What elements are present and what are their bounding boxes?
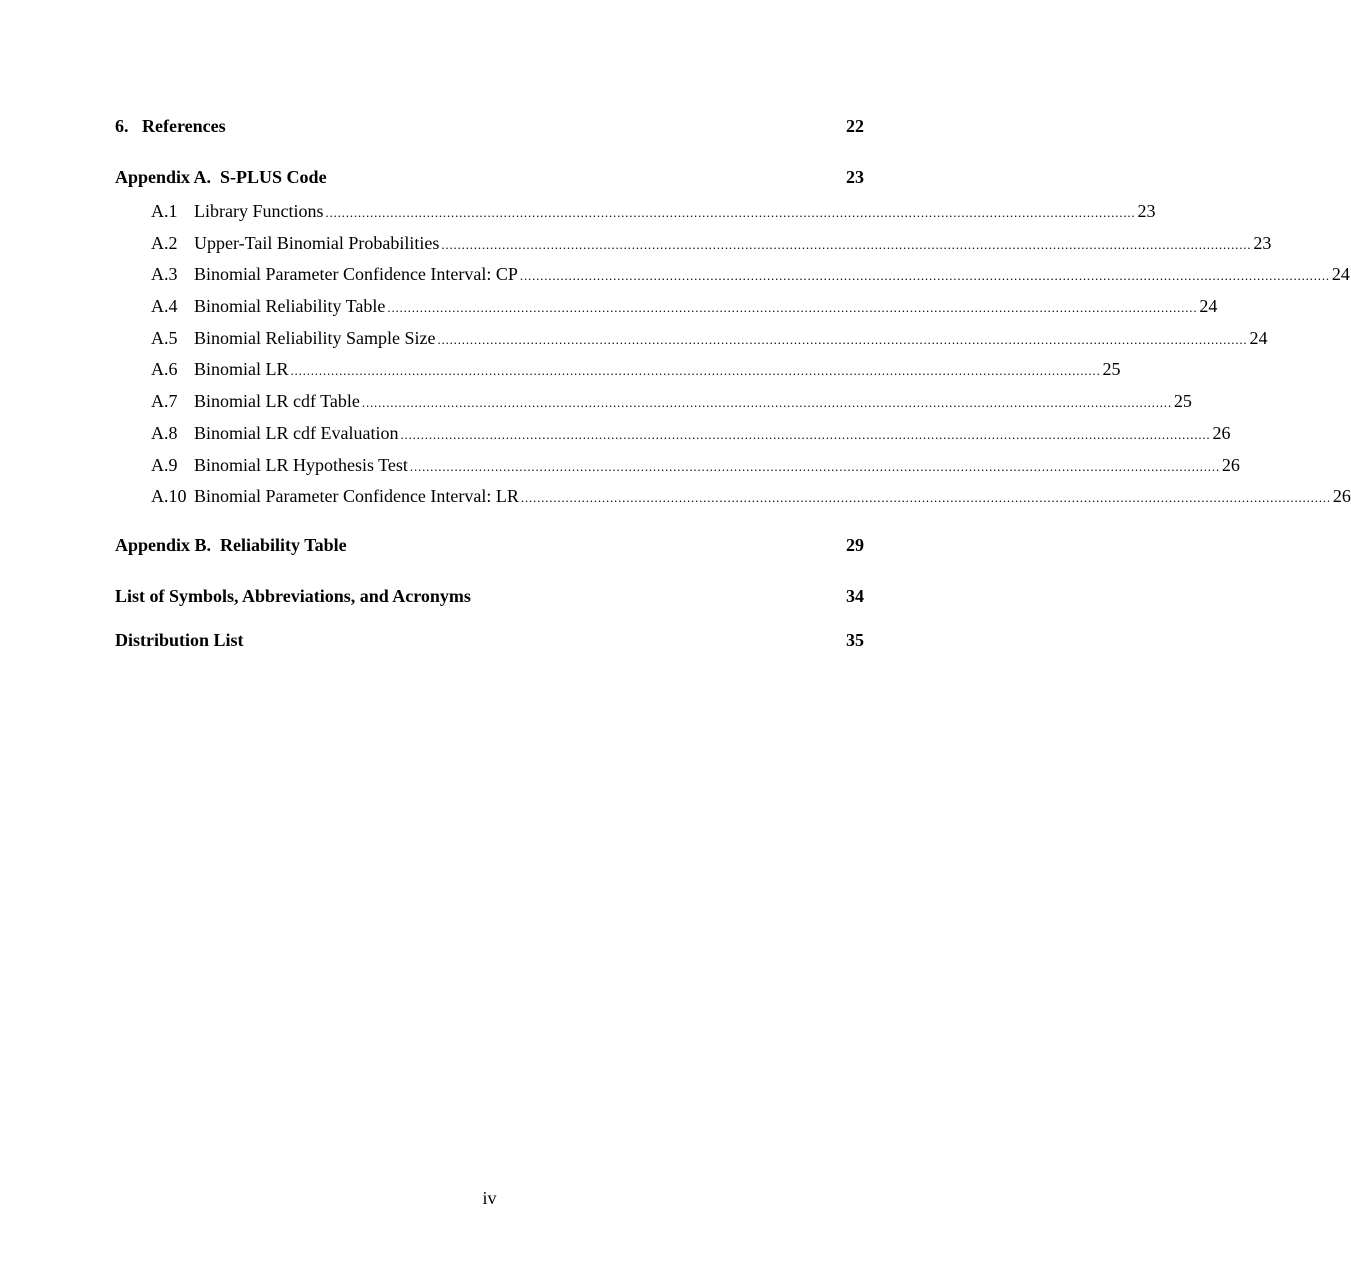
toc-subentry-page: 24 xyxy=(1249,327,1268,348)
table-of-contents xyxy=(115,114,1351,652)
dot-leader: ........................................................................................................................................................................................................ xyxy=(409,458,1220,474)
toc-entry-symbols[interactable] xyxy=(115,584,864,608)
toc-subentry-title: Binomial LR cdf Table xyxy=(194,391,360,412)
toc-entry-title: Appendix A. S-PLUS Code xyxy=(115,167,327,187)
toc-subentry-title: Binomial Reliability Table xyxy=(194,296,386,317)
toc-subentry-number: A.4 xyxy=(151,296,178,317)
toc-subentry-page: 23 xyxy=(1253,232,1272,253)
dot-leader: ........................................................................................................................................................................................................ xyxy=(290,363,1101,379)
toc-subentry-number: A.7 xyxy=(151,391,178,412)
toc-subentry-title: Upper-Tail Binomial Probabilities xyxy=(194,232,440,253)
dot-leader: ........................................................................................................................................................................................................ xyxy=(361,395,1172,411)
toc-subentry-title: Binomial Parameter Confidence Interval: LR xyxy=(194,486,519,507)
dot-leader: ........................................................................................................................................................................................................ xyxy=(441,236,1252,252)
toc-subentry-title: Library Functions xyxy=(194,201,324,221)
dot-leader: ........................................................................................................................................................................................................ xyxy=(437,331,1248,347)
toc-subentry-a5[interactable] xyxy=(115,323,1268,355)
toc-entry-references[interactable] xyxy=(115,114,864,138)
toc-entry-page: 22 xyxy=(846,116,864,136)
toc-subentry-page: 26 xyxy=(1221,454,1240,475)
toc-subentry-page: 25 xyxy=(1102,359,1121,380)
toc-subentry-page: 24 xyxy=(1199,296,1218,317)
toc-entry-appendix-a[interactable] xyxy=(115,165,864,189)
dot-leader: ........................................................................................................................................................................................................ xyxy=(387,300,1198,316)
toc-subentry-number: A.1 xyxy=(151,201,178,221)
toc-subentry-number: A.10 xyxy=(151,486,187,507)
toc-subentry-number: A.8 xyxy=(151,422,178,443)
toc-subentry-number: A.2 xyxy=(151,232,178,253)
toc-subentry-number: A.6 xyxy=(151,359,178,380)
toc-entry-page: 23 xyxy=(846,167,864,187)
toc-subentry-a10[interactable] xyxy=(115,481,1351,513)
toc-subentry-a1[interactable] xyxy=(115,196,1156,228)
toc-subentry-page: 24 xyxy=(1331,264,1350,285)
toc-subentry-page: 25 xyxy=(1173,391,1192,412)
toc-subentry-number: A.3 xyxy=(151,264,178,285)
appendix-a-subentries xyxy=(115,196,1351,513)
toc-entry-page: 34 xyxy=(846,585,864,606)
dot-leader: ........................................................................................................................................................................................................ xyxy=(519,268,1330,284)
toc-subentry-a2[interactable] xyxy=(115,228,1272,260)
toc-subentry-title: Binomial LR cdf Evaluation xyxy=(194,422,399,443)
toc-entry-title: List of Symbols, Abbreviations, and Acronyms xyxy=(115,585,471,606)
dot-leader: ........................................................................................................................................................................................................ xyxy=(400,426,1211,442)
toc-subentry-a8[interactable] xyxy=(115,418,1231,450)
toc-subentry-page: 26 xyxy=(1212,422,1231,443)
toc-subentry-a9[interactable] xyxy=(115,450,1240,482)
toc-subentry-title: Binomial LR Hypothesis Test xyxy=(194,454,408,475)
toc-subentry-number: A.5 xyxy=(151,327,178,348)
toc-entry-title: Distribution List xyxy=(115,629,244,650)
toc-subentry-page: 26 xyxy=(1332,486,1351,507)
toc-entry-appendix-b[interactable] xyxy=(115,533,864,557)
toc-subentry-title: Binomial LR xyxy=(194,359,289,380)
toc-subentry-number: A.9 xyxy=(151,454,178,475)
toc-subentry-a6[interactable] xyxy=(115,354,1121,386)
toc-entry-distribution[interactable] xyxy=(115,628,864,652)
toc-entry-title: 6. References xyxy=(115,116,226,136)
toc-subentry-a4[interactable] xyxy=(115,291,1218,323)
toc-entry-page: 29 xyxy=(846,534,864,555)
toc-subentry-page: 23 xyxy=(1137,201,1156,221)
dot-leader: ........................................................................................................................................................................................................ xyxy=(325,205,1136,220)
toc-subentry-title: Binomial Reliability Sample Size xyxy=(194,327,436,348)
toc-entry-title: Appendix B. Reliability Table xyxy=(115,534,347,555)
page-number: iv xyxy=(482,1188,497,1208)
toc-entry-page: 35 xyxy=(846,629,864,650)
toc-subentry-title: Binomial Parameter Confidence Interval: CP xyxy=(194,264,518,285)
toc-subentry-a3[interactable] xyxy=(115,259,1350,291)
dot-leader: ........................................................................................................................................................................................................ xyxy=(520,490,1331,506)
toc-subentry-a7[interactable] xyxy=(115,386,1192,418)
